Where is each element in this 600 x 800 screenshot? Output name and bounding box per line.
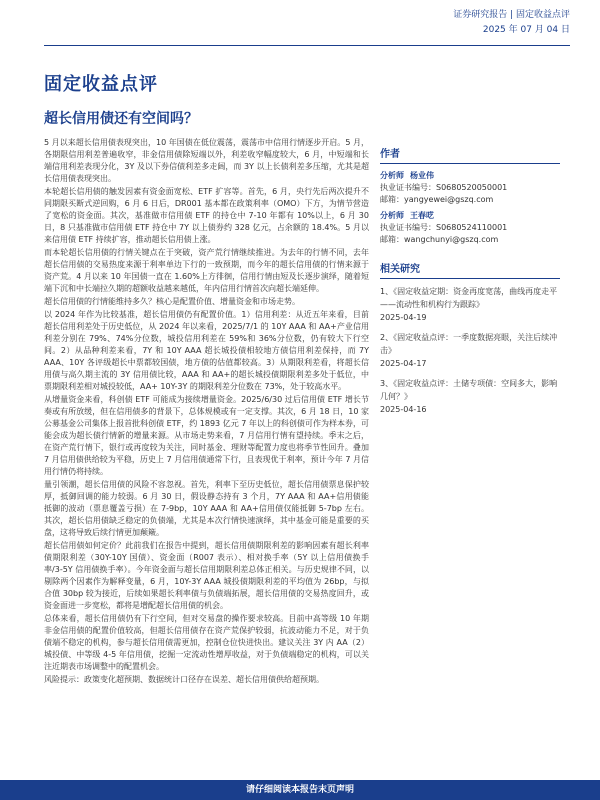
body-paragraph: 以 2024 年作为比较基准，超长信用债仍有配置价值。1）信用利差：从近五年来看，目前超长信用利差处于历史低位，从 2024 年以来看，2025/7/1 的 10Y AAA 和 AA+产业信用利差分别在 79%、74%分位数，城投信用利差在 59%和 36%分位数，仍有较大下行空间。2）从品种利差来看，7Y 和 10Y AAA 超长城投债相较地方债信用利差保持，而 7Y AAA、10Y 各评级超长中票都较国债，地方债的估值都较高。3）从期限利差看，将超长信用债与高久期主流的 3Y 信用债比较，AAA 和 AA+的超长城投债期限利差多处于低位，中票期限利差相对城投较低，AA+ 10Y-3Y 的期限利差分位数在 73%，处于较高水平。 xyxy=(44,310,369,391)
header-divider xyxy=(44,45,570,46)
related-report[interactable] xyxy=(380,377,560,416)
analyst-card xyxy=(380,210,560,246)
report-header xyxy=(453,8,570,38)
body-paragraph: 从增量资金来看，科创债 ETF 可能成为接续增量资金。2025/6/30 过后信用债 ETF 增长节奏或有所放缓，但在信用债多的背景下，总体规模或有一定支撑。其次，6 月 18 日，10 家公募基金公司集体上报首批科创债 ETF，约 1893 亿元 7 年以上的科创债可作为样本券，可能会成为超长债行情新的增量来源。从市场走势来看，7 月信用行情有望持续。季末之后，在资产荒行情下，银行或再度较为关注，同时基金、理财等配置力度也将季节性回升。叠加 7 月信用债供给较为平稳，历史上 7 月信用债通常下行，且表现优于利率，预计今年 7 月信用行情仍将持续。 xyxy=(44,395,369,476)
related-report[interactable] xyxy=(380,331,560,370)
risk-warning: 风险提示：政策变化超预期、数据统计口径存在误差、超长信用债供给超预期。 xyxy=(44,675,324,684)
body-paragraph: 5 月以来超长信用债表现突出，10 年国债在低位震荡，震荡市中信用行情逐步开启。5 月，各期限信用利差普遍收窄，非金信用债除短端以外，利差收窄幅度较大，6 月，中短端和长端信用利差表现分化，3Y 及以下券信债利差多走阔，而 3Y 以上长债利差多压缩，尤其是超长信用债表现突出。 xyxy=(44,138,369,183)
related-report-date: 2025-04-19 xyxy=(380,313,427,322)
report-date: 2025 年 07 月 04 日 xyxy=(482,25,570,35)
body-paragraph: 超长信用债如何定价？此前我们在报告中提到，超长信用债期限利差的影响因素有超长利率债期限利差（30Y-10Y 国债）、资金面（R007 表示）、相对换手率（5Y 以上信用债换手率/3-5Y 信用债换手率）。今年资金面与超长信用期限利差总体正相关。与历史规律不同，以剔除两个因素作为解释变量，6 月，10Y-3Y AAA 城投债期限利差的平均值为 26bp，与拟合值 30bp 较为接近，后续如果超长利率债与负债端拓展，超长信用债的交易热度回升，或资金面进一步宽松，都将是增配超长信用债的机会。 xyxy=(44,541,369,610)
analyst-card xyxy=(380,170,560,206)
related-report-date: 2025-04-16 xyxy=(380,405,427,414)
related-report-date: 2025-04-17 xyxy=(380,359,427,368)
analyst-email[interactable]: 邮箱：wangchunyi@gszq.com xyxy=(380,235,499,244)
analyst-role: 分析师 xyxy=(380,211,404,220)
analyst-cert: 执业证书编号：S0680520050001 xyxy=(380,183,508,192)
sidebar xyxy=(380,145,560,423)
report-type-title: 固定收益点评 xyxy=(44,74,158,95)
main-body xyxy=(44,137,369,777)
authors-heading: 作者 xyxy=(380,145,560,164)
body-paragraph: 本轮超长信用债的触发因素有资金面宽松、ETF 扩容等。首先，6 月，央行先后两次提升不同期限买断式逆回购，6 月 6 日后，DR001 基本都在政策利率（OMO）下方，为情节营造了宽松的资金面。其次，基准做市信用债 ETF 的持仓中 7-10 年都有 10%以上，6 月 30 日，8 只基准做市信用债 ETF 持仓中 7Y 以上债券约 328 亿元，占余额的 18.4%。5 月以来信用债 ETF 持续扩容，推动超长信用债上涨。 xyxy=(44,187,369,244)
related-report[interactable] xyxy=(380,285,560,324)
analyst-email[interactable]: 邮箱：yangyewei@gszq.com xyxy=(380,195,494,204)
body-paragraph: 量引领潮，超长信用债的风险不容忽视。首先，利率下至历史低位，超长信用债票息保护较厚，抵御回调的能力较弱。6 月 30 日，假设静态持有 3 个月，7Y AAA 和 AA+信用债能抵御的波动（票息覆盖亏损）在 7-9bp，10Y AAA 和 AA+信用债仅能抵御 5-7bp 左右。其次，超长信用债缺乏稳定的负债端，尤其是本次行情快速演绎，其中基金可能是重要的买盘，这将导致后续行情更加颠簸。 xyxy=(44,480,369,537)
analyst-name: 杨业伟 xyxy=(410,171,434,180)
report-title: 超长信用债还有空间吗？ xyxy=(44,111,198,127)
analyst-name: 王春呓 xyxy=(410,211,434,220)
analyst-role: 分析师 xyxy=(380,171,404,180)
related-report-title: 3、《固定收益点评：土储专项债：空间多大，影响几何？》 xyxy=(380,379,558,401)
analyst-cert: 执业证书编号：S0680524110001 xyxy=(380,223,508,232)
related-research-heading: 相关研究 xyxy=(380,260,560,279)
related-report-title: 1、《固定收益定期：资金再度宽荡，曲线再度走平——流动性和机构行为跟踪》 xyxy=(380,287,558,309)
body-paragraph: 总体来看，超长信用债仍有下行空间，但对交易盘的操作要求较高。目前中高等级 10 年期非金信用债的配置价值较高，但超长信用债存在资产荒保护较弱，抗波动能力不足，对于负债端不稳定的机构，参与超长信用债需更加，控制仓位快进快出。建议关注 3Y 内 AA（2）城投债、中等级 4-5 年信用债，挖掘一定流动性增厚收益，对于负债端稳定的机构，可以关注近期表市场调整中的配置机会。 xyxy=(44,614,369,671)
body-paragraph: 而本轮超长信用债的行情关键点在于突破，资产荒行情继续推进。为去年的行情不同，去年超长信用债的交易热度来源于利率单边下行的一致预期，而今年的超长信用债的行情来源于资产荒。4 月以来 10 年国债一直在 1.60%上方徘徊，信用行情由短及长逐步演绎，随着短端下沉和中长端拉久期的超额收益越来越低，年内信用行情首次向超长端延伸。 xyxy=(44,248,369,293)
footer-disclaimer: 请仔细阅读本报告末页声明 xyxy=(0,780,600,800)
report-category: 证券研究报告 | 固定收益点评 xyxy=(453,10,570,20)
related-report-title: 2、《固定收益点评：一季度数据亮眼，关注后续冲击》 xyxy=(380,333,558,355)
body-paragraph: 超长信用债的行情能维持多久？核心是配置价值、增量资金和市场走势。 xyxy=(44,297,300,306)
